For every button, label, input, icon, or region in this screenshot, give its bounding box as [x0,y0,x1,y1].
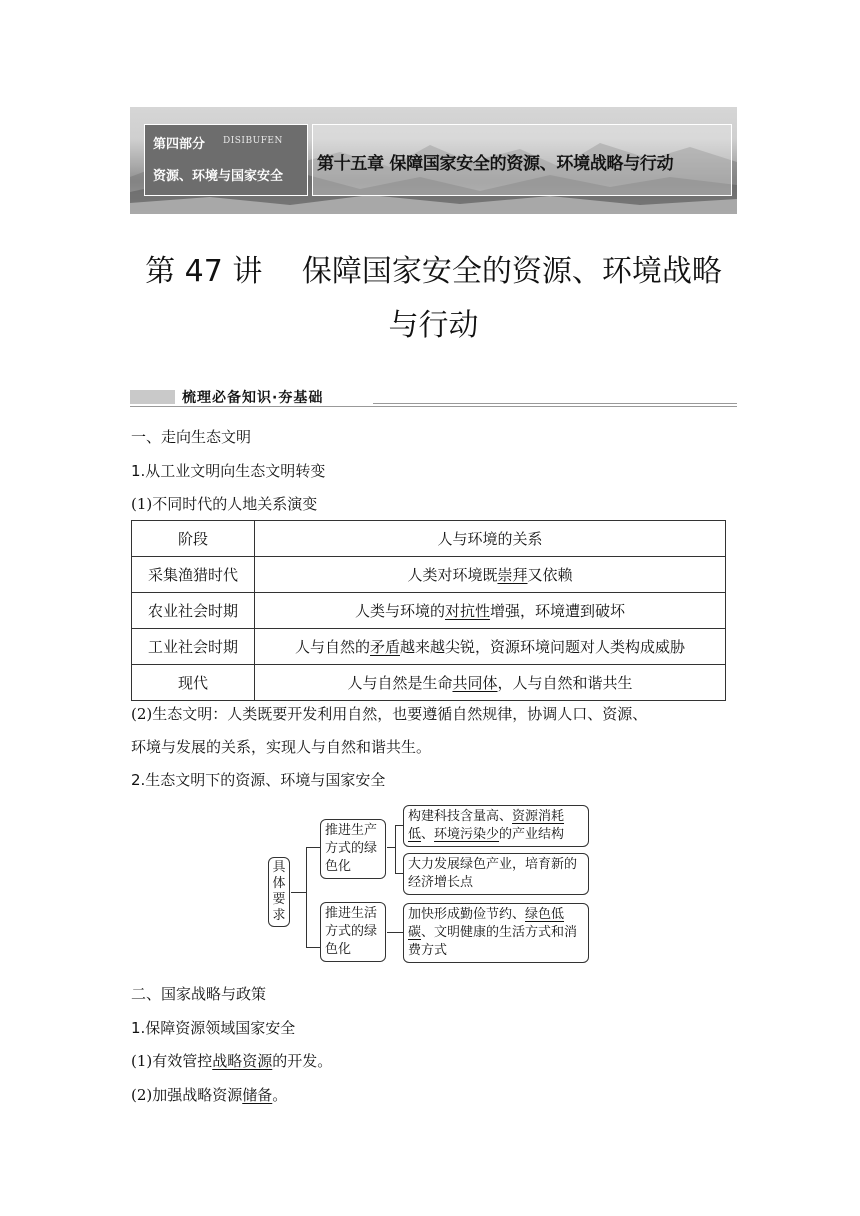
table-row [132,557,726,593]
chapter-title-box [312,124,732,196]
connector [291,892,306,893]
divider [130,406,737,407]
connector [395,873,403,874]
diagram-root-box [268,857,290,927]
lecture-title [130,245,737,353]
connector [306,947,320,948]
item-1-1-1: (1)不同时代的人地关系演变 [131,495,318,513]
table-cell-stage: 农业社会时期 [132,593,255,629]
diagram-branch1-item2: 大力发展绿色产业，培育新的经济增长点 [403,853,589,895]
diagram-branch2-label: 推进生活方式的绿色化 [325,906,378,957]
table-header-row [132,521,726,557]
part-title: 第四部分 [153,137,206,152]
table-cell-stage: 采集渔猎时代 [132,557,255,593]
diagram-branch1-label: 推进生产方式的绿色化 [325,823,378,874]
section-header-label: 梳理必备知识·夯基础 [182,390,324,406]
key-term: 战略资源 [212,1052,273,1070]
requirements-diagram [268,805,598,970]
table-cell-relation: 人类对环境既崇拜又依赖 [255,557,726,593]
part-pinyin: DISIBUFEN [223,136,283,146]
connector [395,825,403,826]
key-term: 环境污染少 [434,827,500,842]
relationship-table [131,520,726,701]
section-header-marker [130,390,175,404]
table-header-cell: 阶段 [132,521,255,557]
part-subtitle: 资源、环境与国家安全 [153,169,284,184]
connector [387,932,403,933]
chapter-title: 第十五章 保障国家安全的资源、环境战略与行动 [317,154,674,174]
table-cell-relation: 人类与环境的对抗性增强，环境遭到破坏 [255,593,726,629]
table-cell-stage: 工业社会时期 [132,629,255,665]
key-term: 共同体 [452,674,498,692]
connector [306,847,307,947]
table-row [132,665,726,701]
table-cell-stage: 现代 [132,665,255,701]
divider [373,403,737,404]
key-term: 资源消耗低 [408,809,565,842]
subheading-2-1: 1.保障资源领域国家安全 [131,1019,296,1037]
diagram-branch2-item1: 加快形成勤俭节约、绿色低碳、文明健康的生活方式和消费方式 [403,903,589,963]
table-row [132,593,726,629]
diagram-branch1-box [320,819,386,879]
table-row [132,629,726,665]
chapter-banner [130,107,737,214]
heading-part1: 一、走向生态文明 [131,428,252,446]
item-2-1-1: (1)有效管控战略资源的开发。 [131,1052,333,1070]
table-cell-relation: 人与自然是生命共同体，人与自然和谐共生 [255,665,726,701]
connector [395,825,396,873]
connector [387,847,395,848]
lecture-title-line2: 与行动 [388,308,479,343]
key-term: 绿色低碳 [408,907,565,940]
key-term: 对抗性 [444,602,490,620]
key-term: 矛盾 [369,638,400,656]
part-label-box [144,124,308,196]
connector [306,847,320,848]
diagram-root-label: 具体要求 [272,860,286,923]
item-2-1-2: (2)加强战略资源储备。 [131,1086,288,1104]
subheading-1-1: 1.从工业文明向生态文明转变 [131,462,326,480]
lecture-title-line1: 第 47 讲 保障国家安全的资源、环境战略 [145,254,722,289]
item-1-1-2-line1: (2)生态文明：人类既要开发利用自然，也要遵循自然规律，协调人口、资源、 [131,705,648,723]
key-term: 崇拜 [497,566,528,584]
key-term: 储备 [242,1086,273,1104]
section-header [130,388,737,406]
diagram-branch2-box [320,902,386,962]
heading-part2: 二、国家战略与政策 [131,985,267,1003]
subheading-1-2: 2.生态文明下的资源、环境与国家安全 [131,771,386,789]
item-1-1-2-line2: 环境与发展的关系，实现人与自然和谐共生。 [131,738,432,756]
diagram-branch1-item1: 构建科技含量高、资源消耗低、环境污染少的产业结构 [403,805,589,847]
table-header-cell: 人与环境的关系 [255,521,726,557]
table-cell-relation: 人与自然的矛盾越来越尖锐，资源环境问题对人类构成威胁 [255,629,726,665]
